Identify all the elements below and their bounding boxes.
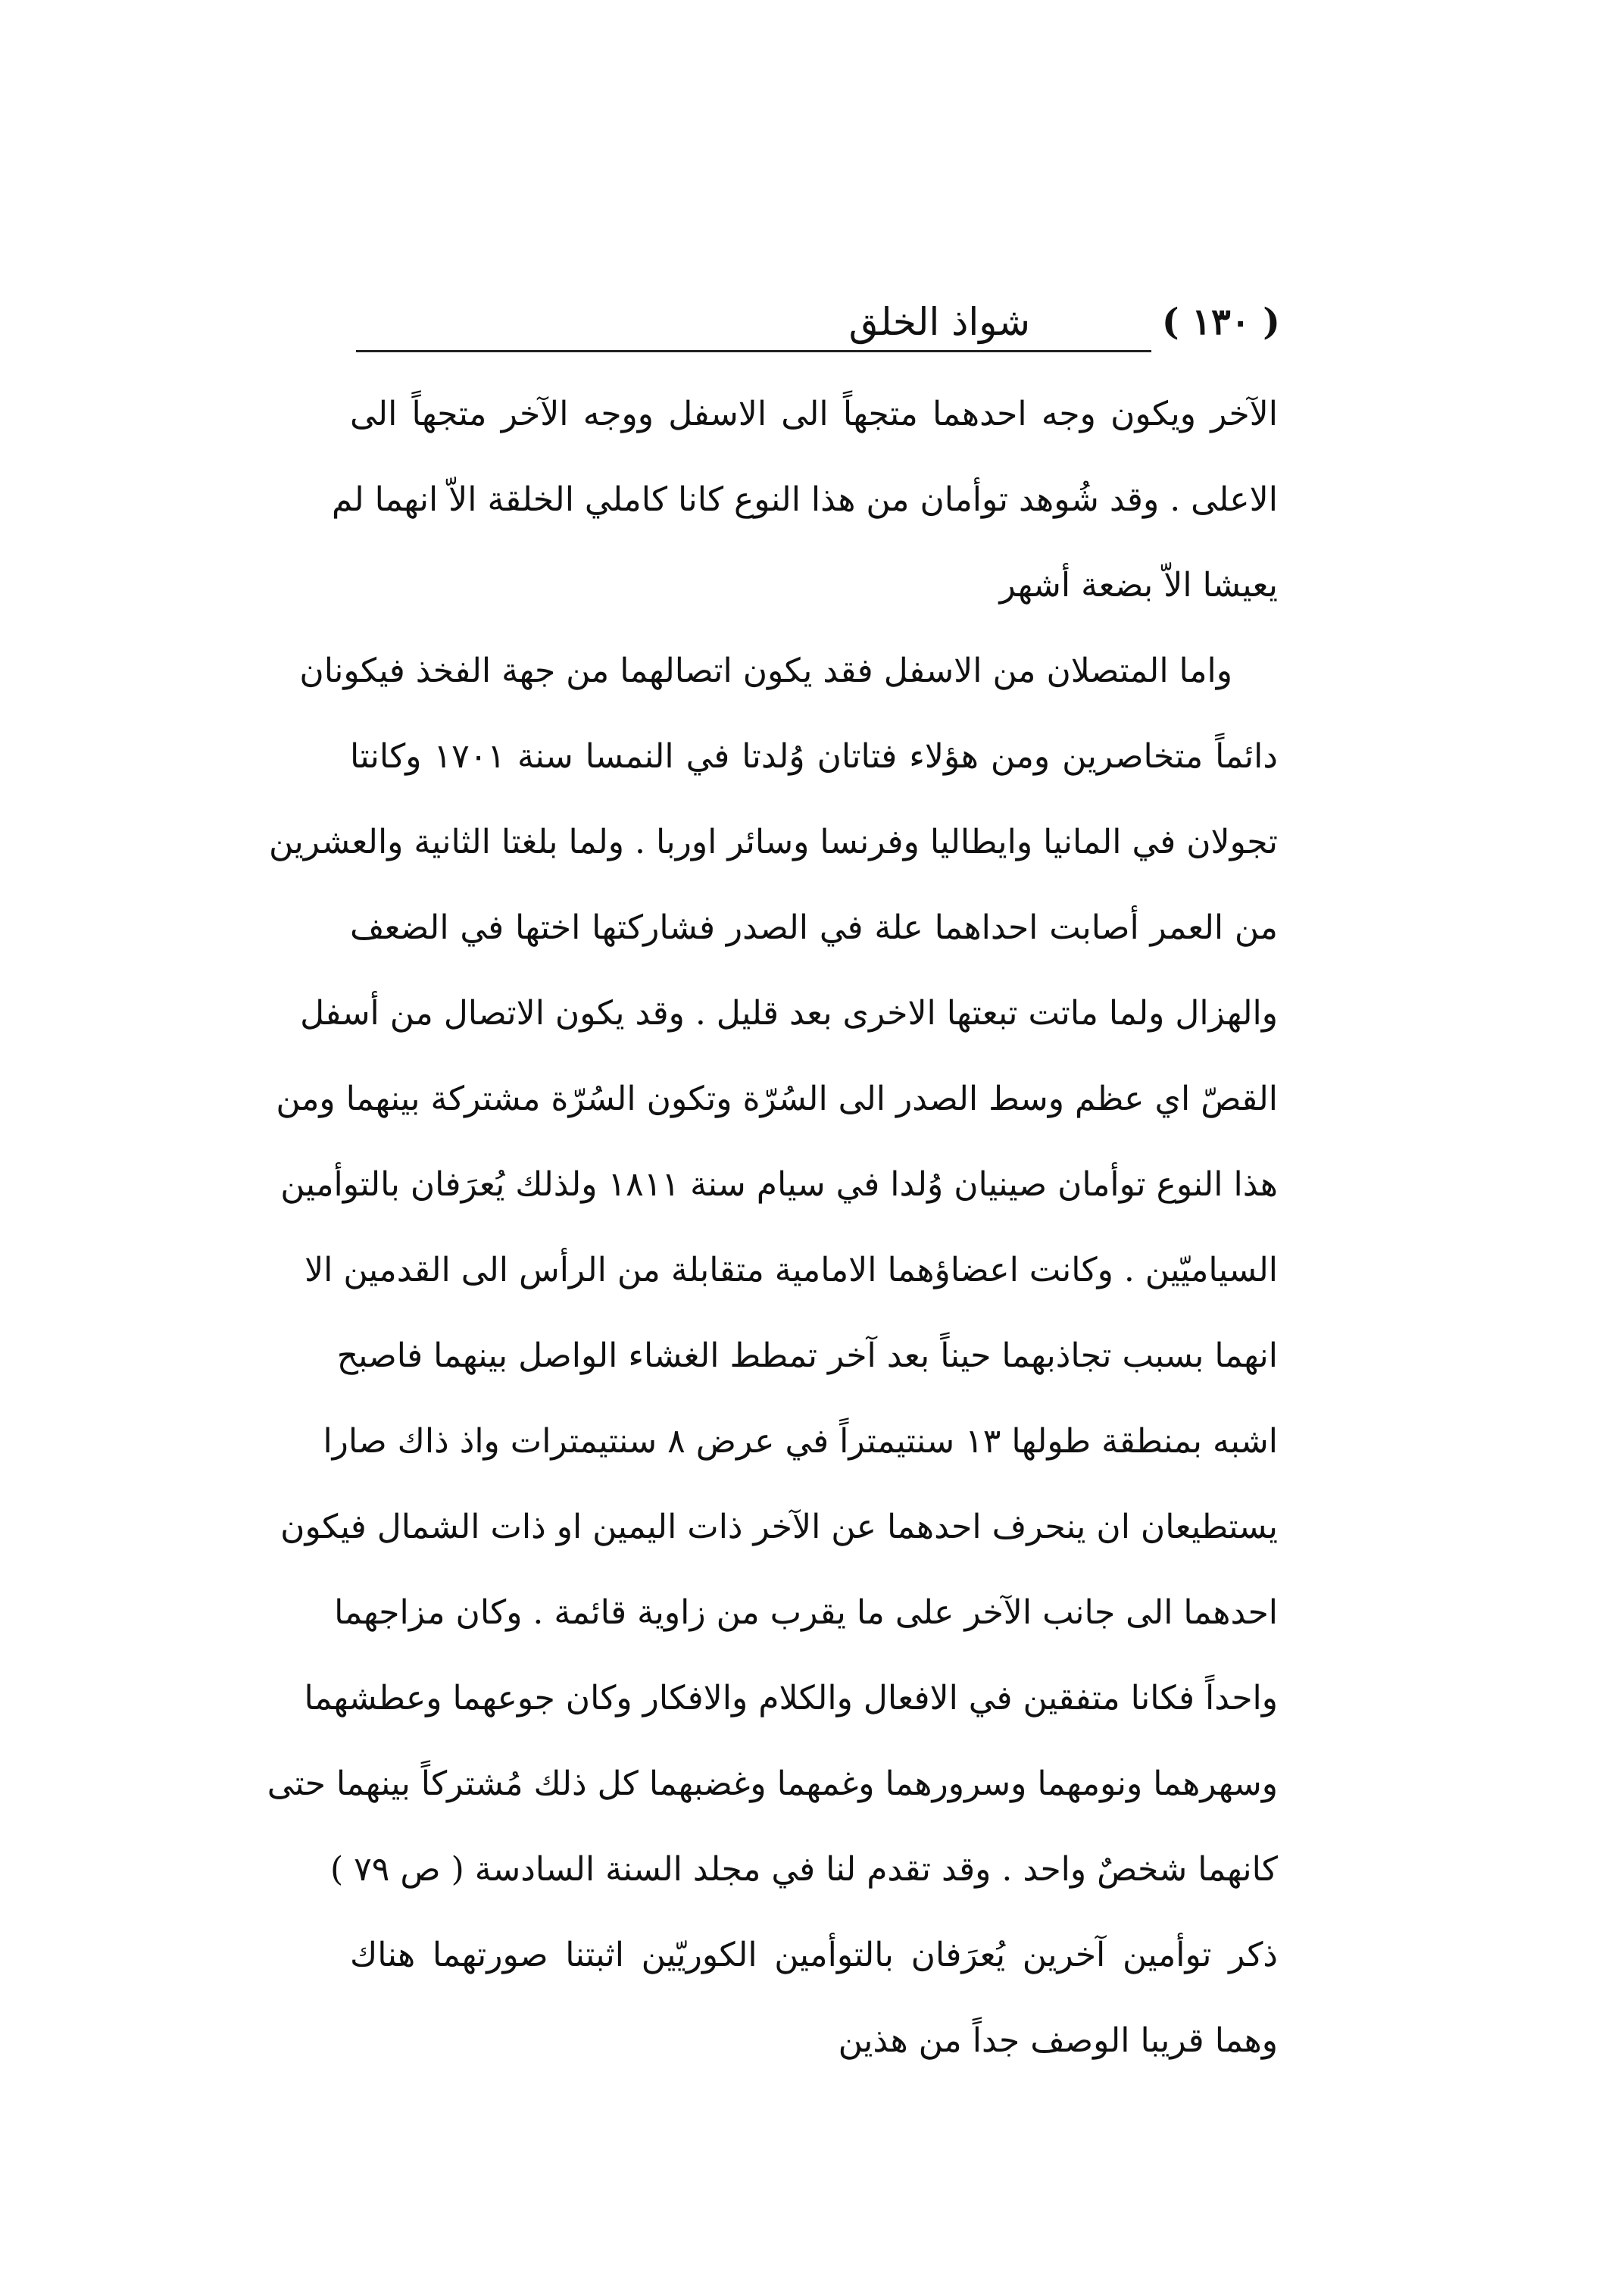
text-line: هذا النوع توأمان صينيان وُلدا في سيام سنة ١٨١١ ولذلك يُعرَفان بالتوأمين bbox=[280, 1165, 1278, 1204]
text-line: كانهما شخصٌ واحد . وقد تقدم لنا في مجلد السنة السادسة ( ص ٧٩ ) bbox=[330, 1850, 1278, 1889]
body-text bbox=[267, 371, 1278, 2083]
text-line: الآخر ويكون وجه احدهما متجهاً الى الاسفل ووجه الآخر متجهاً الى bbox=[350, 395, 1278, 433]
text-line: تجولان في المانيا وايطاليا وفرنسا وسائر اوربا . ولما بلغتا الثانية والعشرين bbox=[269, 823, 1278, 861]
text-line: الاعلى . وقد شُوهد توأمان من هذا النوع كانا كاملي الخلقة الاّ انهما لم bbox=[331, 480, 1278, 519]
header-rule bbox=[356, 350, 1151, 352]
text-line: يعيشا الاّ بضعة أشهر bbox=[999, 566, 1278, 605]
text-line: واحداً فكانا متفقين في الافعال والكلام والافكار وكان جوعهما وعطشهما bbox=[304, 1679, 1278, 1717]
text-line: يستطيعان ان ينحرف احدهما عن الآخر ذات اليمين او ذات الشمال فيكون bbox=[280, 1508, 1278, 1546]
running-title: شواذ الخلق bbox=[848, 300, 1030, 344]
text-line: والهزال ولما ماتت تبعتها الاخرى بعد قليل . وقد يكون الاتصال من أسفل bbox=[300, 994, 1278, 1033]
text-line: وهما قريبا الوصف جداً من هذين bbox=[838, 2021, 1278, 2060]
text-line: وسهرهما ونومهما وسرورهما وغمهما وغضبهما كل ذلك مُشتركاً بينهما حتى bbox=[267, 1764, 1278, 1803]
page-number: ( ١٣٠ ) bbox=[1161, 301, 1280, 343]
text-line: اشبه بمنطقة طولها ١٣ سنتيمتراً في عرض ٨ سنتيمترات واذ ذاك صارا bbox=[323, 1422, 1278, 1461]
text-line: من العمر أصابت احداهما علة في الصدر فشاركتها اختها في الضعف bbox=[350, 908, 1278, 947]
text-line: القصّ اي عظم وسط الصدر الى السُرّة وتكون السُرّة مشتركة بينهما ومن bbox=[276, 1080, 1278, 1118]
text-line: دائماً متخاصرين ومن هؤلاء فتاتان وُلدتا في النمسا سنة ١٧٠١ وكانتا bbox=[350, 737, 1278, 776]
text-line: ذكر توأمين آخرين يُعرَفان بالتوأمين الكوريّين اثبتنا صورتهما هناك bbox=[350, 1936, 1278, 1974]
text-line: احدهما الى جانب الآخر على ما يقرب من زاوية قائمة . وكان مزاجهما bbox=[334, 1593, 1278, 1632]
paragraph-start-line: واما المتصلان من الاسفل فقد يكون اتصالهما من جهة الفخذ فيكونان bbox=[299, 652, 1232, 690]
text-line: انهما بسبب تجاذبهما حيناً بعد آخر تمطط الغشاء الواصل بينهما فاصبح bbox=[336, 1336, 1278, 1375]
page-header bbox=[356, 288, 1280, 356]
text-line: السياميّين . وكانت اعضاؤهما الامامية متقابلة من الرأس الى القدمين الا bbox=[304, 1251, 1278, 1289]
